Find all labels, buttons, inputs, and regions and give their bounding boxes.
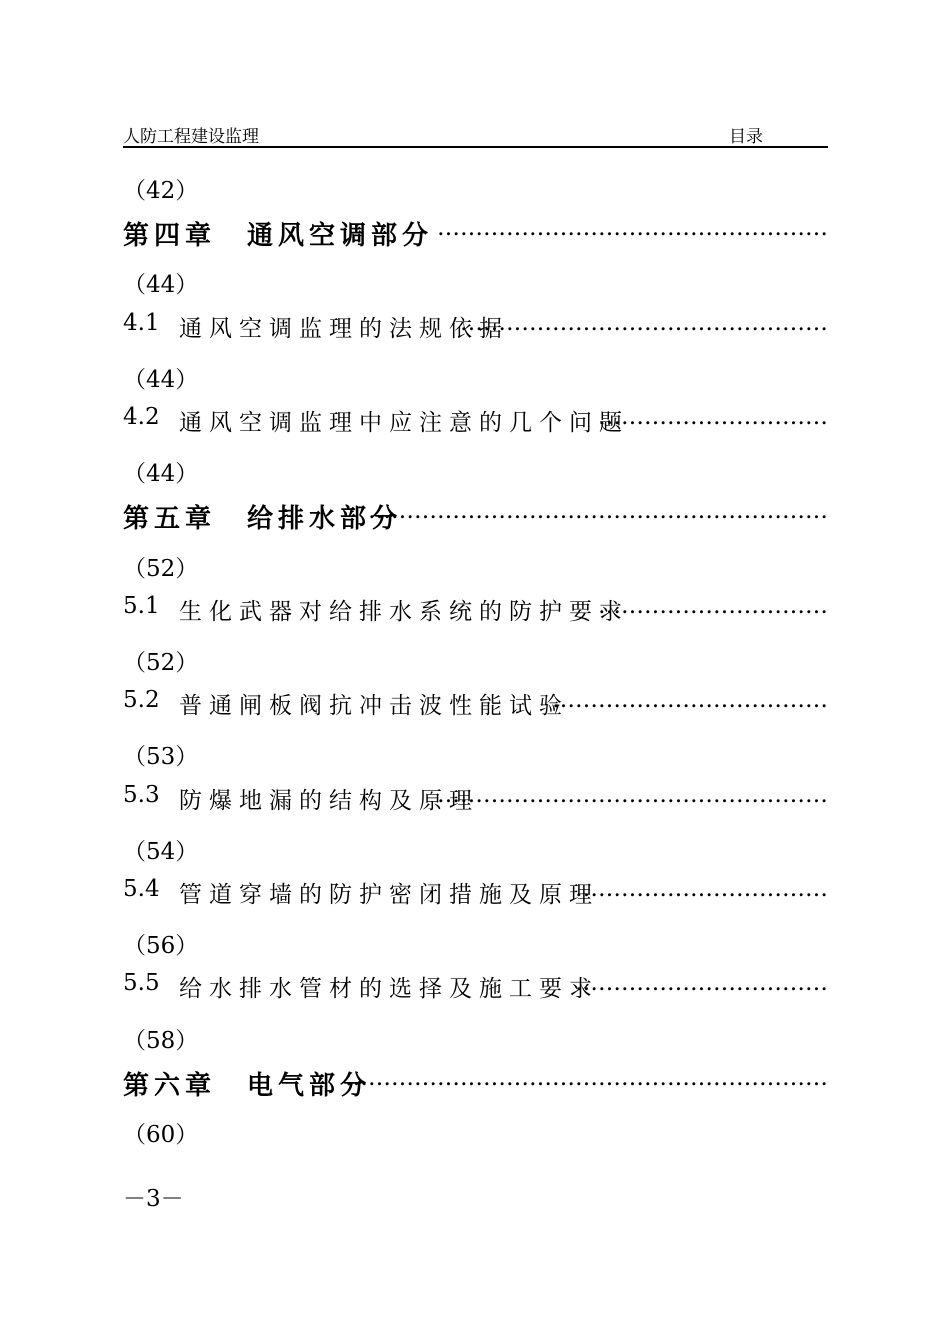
toc-section-number: 5.2: [123, 687, 160, 713]
toc-section-title: 通风空调监理中应注意的几个问题: [179, 410, 629, 436]
toc-chapter-entry[interactable]: [123, 498, 828, 538]
toc-leader-dots: …………………………: [598, 593, 828, 619]
toc-chapter-title: 第六章 电气部分: [123, 1071, 372, 1101]
toc-leader-dots: …………………………………………: [460, 310, 828, 336]
toc-section-entry[interactable]: [123, 970, 828, 1010]
toc-section-entry[interactable]: [123, 782, 828, 822]
toc-section-number: 5.1: [123, 593, 160, 619]
toc-section-title: 防爆地漏的结构及原理: [179, 788, 479, 814]
toc-leader-dots: ………………………………: [552, 687, 828, 713]
header-section-name: 目录: [729, 127, 763, 147]
toc-page-ref: （53）: [123, 744, 199, 770]
toc-section-number: 4.1: [123, 310, 160, 336]
toc-section-entry[interactable]: [123, 876, 828, 916]
header-book-title: 人防工程建设监理: [123, 127, 259, 147]
toc-chapter-title: 第五章 给排水部分: [123, 504, 403, 534]
toc-section-number: 5.4: [123, 876, 160, 902]
toc-page-ref: （42）: [123, 178, 199, 204]
toc-section-title: 管道穿墙的防护密闭措施及原理: [179, 882, 599, 908]
toc-page-ref: （44）: [123, 367, 199, 393]
toc-page-ref: （44）: [123, 272, 199, 298]
toc-leader-dots: ……………………………: [575, 970, 828, 996]
toc-section-entry[interactable]: [123, 404, 828, 444]
toc-leader-dots: …………………………: [598, 404, 828, 430]
toc-leader-dots: ……………………………………………: [437, 782, 828, 808]
toc-chapter-entry[interactable]: [123, 215, 828, 255]
toc-section-title: 通风空调监理的法规依据: [179, 316, 509, 342]
toc-section-title: 给水排水管材的选择及施工要求: [179, 976, 599, 1002]
toc-section-number: 5.5: [123, 970, 160, 996]
toc-page-ref: （60）: [123, 1122, 199, 1148]
toc-section-title: 普通闸板阀抗冲击波性能试验: [179, 693, 569, 719]
toc-leader-dots: ……………………………: [575, 876, 828, 902]
toc-page-ref: （44）: [123, 461, 199, 487]
toc-leader-dots: ……………………………………………………: [368, 498, 828, 524]
toc-chapter-entry[interactable]: [123, 1065, 828, 1105]
toc-leader-dots: ……………………………………………: [437, 215, 828, 241]
toc-section-title: 生化武器对给排水系统的防护要求: [179, 599, 629, 625]
toc-section-entry[interactable]: [123, 593, 828, 633]
toc-section-number: 4.2: [123, 404, 160, 430]
toc-section-entry[interactable]: [123, 310, 828, 350]
toc-page-ref: （52）: [123, 556, 199, 582]
page-number: －3－: [123, 1186, 184, 1212]
toc-section-number: 5.3: [123, 782, 160, 808]
toc-page-ref: （56）: [123, 933, 199, 959]
toc-page-ref: （52）: [123, 650, 199, 676]
toc-page-ref: （58）: [123, 1028, 199, 1054]
toc-leader-dots: ………………………………………………………: [345, 1065, 828, 1091]
toc-chapter-title: 第四章 通风空调部分: [123, 221, 434, 251]
toc-section-entry[interactable]: [123, 687, 828, 727]
toc-page-ref: （54）: [123, 839, 199, 865]
running-header: [123, 118, 828, 148]
